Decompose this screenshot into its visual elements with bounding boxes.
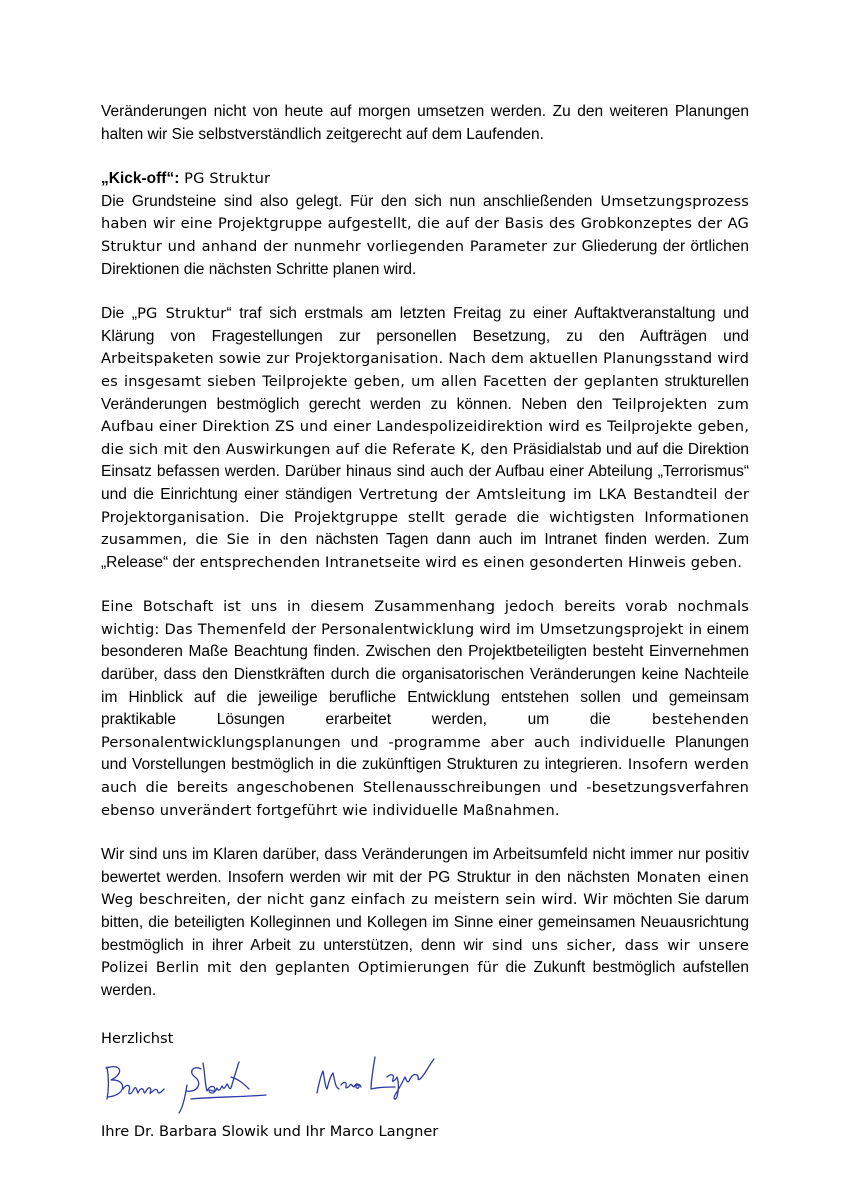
paragraph-text: Arbeitspaketen sowie zur Projektorganisation. Nach dem aktuellen Planungsstand wird es insgesamt sieben Teilprojekte geben, um allen Facetten der geplanten [101,350,749,390]
paragraph-text: Die „ [101,305,138,323]
kickoff-title: PG Struktur [179,170,271,188]
paragraph-text: “ traf sich erstmals am letzten Freitag zu einer Auftaktveranstaltung und Klärung von Fragestellungen zur personellen Besetzung, zu den Aufträgen und [101,305,750,345]
paragraph-text: die Zukunft bestmöglich aufstellen werden. [101,959,749,999]
paragraph-text: Eine Botschaft ist uns in diesem Zusammenhang jedoch bereits vorab nochmals wichtig: Das Themenfeld der Personalentwicklung wird im Umsetzungsprojekt in [101,598,749,638]
paragraph-text: Die Grundsteine sind also gelegt. Für den sich nun anschließenden [101,192,593,210]
signatures [101,1053,749,1115]
paragraph-text: nächsten Tagen dann auch im Intranet finden werden. Zum „Release“ der [101,531,749,571]
paragraph-closing-remarks [101,844,749,1002]
paragraph-text: PG Struktur [137,305,227,323]
paragraph-foundation [101,191,749,281]
signature-barbara-slowik [101,1053,281,1115]
closing-salutation: Herzlichst [101,1030,174,1048]
paragraph-text: Insofern werden auch die bereits angeschobenen Stellenausschreibungen und -besetzungsverfahren ebenso unverändert fortgeführt wie individuelle Maßnahmen. [101,756,749,819]
paragraph-text: Teilprojekten zum Aufbau einer Direktion ZS und einer Landespolizeidirektion wird es Teilprojekte geben, die sich mit den Auswirkungen auf die Referate K, den [101,395,749,458]
paragraph-text: sind uns sicher, dass wir unsere Polizei Berlin mit den geplanten Optimierungen für [101,936,749,977]
kickoff-label: „Kick-off“: [101,170,180,188]
paragraph-text: einem besonderen Maße Beachtung finden. Zwischen den Projektbeteiligten besteht Einvernehmen darüber, dass den Dienstkräften durch die organisatorischen Veränderungen keine Nachteile im Hinblick auf die jeweilige berufliche Entwicklung entstehen sollen und gemeinsam praktikable Lösungen erarbeitet werden, um die [101,620,749,729]
paragraph-text: entsprechenden Intranetseite wird es einen gesonderten Hinweis geben. [194,553,743,571]
paragraph-text: strukturellen Veränderungen bestmöglich gerecht werden zu können. Neben den [101,372,750,413]
paragraph-text: möchten Sie darum bitten, die beteiligten Kolleginnen und Kollegen im Sinne einer gemeinsamen Neuausrichtung bestmöglich in ihrer Arbeit zu unterstützen, denn wir [101,891,749,954]
paragraph-text: bestehenden Personalentwicklungsplanungen und -programme aber auch individuelle [101,711,749,751]
paragraph-personnel [101,596,749,822]
paragraph-text: Planungen und Vorstellungen bestmöglich in die zukünftigen Strukturen zu integrieren. [101,733,749,774]
letter-body [101,101,749,1144]
signature-marco-langner [313,1047,473,1107]
paragraph-text: Wir sind uns im Klaren darüber, dass Veränderungen im Arbeitsumfeld nicht immer nur positiv bewertet werden. Insofern werden wir mit der PG Struktur in den nächsten [101,846,749,886]
paragraph-planning [101,101,749,146]
kickoff-heading [101,168,749,191]
paragraph-project-group [101,303,749,574]
paragraph-text: Vertretung der Amtsleitung im LKA Bestandteil der Projektorganisation. Die Projektgruppe stellt gerade die wichtigsten Informationen zusammen, die Sie in den [101,485,749,549]
paragraph-text: Monaten einen Weg beschreiten, der nicht ganz einfach zu meistern sein wird. Wir [101,868,749,909]
signoff-names: Ihre Dr. Barbara Slowik und Ihr Marco Langner [101,1122,439,1140]
paragraph-text: Umsetzungsprozess haben wir eine Projektgruppe aufgestellt, die auf der Basis des Grobkonzeptes der AG Struktur und anhand der nunmehr vorliegenden Parameter zur [101,192,749,255]
paragraph-text: Präsidialstab und auf die Direktion Einsatz befassen werden. Darüber hinaus sind auch der Aufbau einer Abteilung „Terrorismus“ und die Einrichtung einer ständigen [101,440,749,503]
paragraph-text: Veränderungen nicht von heute auf morgen umsetzen werden. Zu den weiteren Planungen halten wir Sie selbstverständlich zeitgerecht auf dem Laufenden. [101,103,749,143]
paragraph-text: Gliederung der örtlichen Direktionen die nächsten Schritte planen wird. [101,237,749,278]
